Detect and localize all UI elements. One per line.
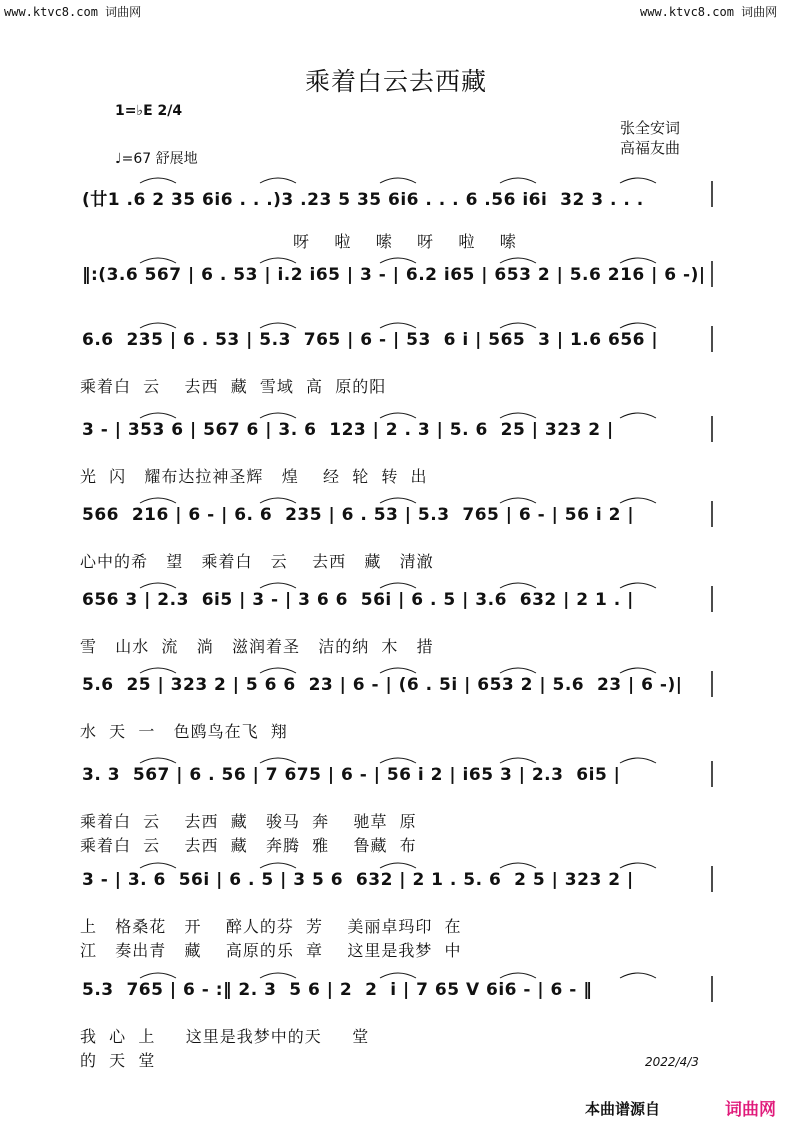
slur-mark — [260, 178, 296, 183]
slur-mark — [620, 973, 656, 978]
slur-mark — [620, 498, 656, 503]
slur-mark — [140, 413, 176, 418]
slur-mark — [260, 863, 296, 868]
composer: 高福友曲 — [620, 139, 681, 157]
slur-mark — [140, 498, 176, 503]
slur-mark — [140, 178, 176, 183]
slur-mark — [380, 758, 416, 763]
site-logo: 词曲网 — [725, 1100, 776, 1120]
slur-mark — [500, 758, 536, 763]
lyric-line: 雪 山水 流 淌 滋润着圣 洁的纳 木 措 — [80, 637, 434, 656]
notation-row: 5.3 765 | 6 - :‖ 2. 3 5 6 | 2 2 i | 7 65 V 6i6 - | 6 - ‖ — [82, 980, 593, 1000]
tempo-marking: ♩=67 舒展地 — [115, 151, 198, 167]
slur-mark — [140, 583, 176, 588]
slur-mark — [140, 973, 176, 978]
score-date: 2022/4/3 — [645, 1055, 699, 1069]
slur-mark — [260, 498, 296, 503]
key-signature: 1=♭E 2/4 — [115, 103, 183, 119]
slur-mark — [260, 413, 296, 418]
lyric-line: 乘着白 云 去西 藏 奔腾 雅 鲁藏 布 — [80, 836, 417, 855]
slur-mark — [500, 973, 536, 978]
slur-mark — [500, 258, 536, 263]
slur-mark — [260, 973, 296, 978]
slur-mark — [620, 668, 656, 673]
slur-mark — [500, 863, 536, 868]
slur-mark — [620, 178, 656, 183]
slur-mark — [380, 668, 416, 673]
slur-mark — [620, 323, 656, 328]
slur-mark — [140, 863, 176, 868]
slur-mark — [500, 583, 536, 588]
notation-row: (廿1 .6 2 35 6i6 . . .)3 .23 5 35 6i6 . . . 6 .56 i6i 32 3 . . . — [82, 190, 644, 210]
notation-row: 656 3 | 2.3 6i5 | 3 - | 3 6 6 56i | 6 . 5 | 3.6 632 | 2 1 . | — [82, 590, 634, 610]
slur-mark — [260, 668, 296, 673]
lyric-line: 水 天 一 色鸥鸟在飞 翔 — [80, 722, 288, 741]
slur-mark — [500, 668, 536, 673]
lyricist: 张全安词 — [620, 119, 681, 137]
source-label: 本曲谱源自 — [585, 1100, 661, 1118]
slur-mark — [500, 498, 536, 503]
slur-mark — [620, 583, 656, 588]
lyric-line: 呀 啦 嗦 呀 啦 嗦 — [80, 232, 517, 251]
slur-mark — [620, 758, 656, 763]
notation-row: ‖:(3.6 567 | 6 . 53 | i.2 i65 | 3 - | 6.2 i65 | 653 2 | 5.6 216 | 6 -)| — [82, 265, 706, 285]
lyric-line: 江 奏出青 藏 高原的乐 章 这里是我梦 中 — [80, 941, 462, 960]
slur-mark — [260, 758, 296, 763]
lyric-line: 上 格桑花 开 醉人的芬 芳 美丽卓玛印 在 — [80, 917, 462, 936]
slur-mark — [380, 413, 416, 418]
notation-row: 566 216 | 6 - | 6. 6 235 | 6 . 53 | 5.3 765 | 6 - | 56 i 2 | — [82, 505, 635, 525]
notation-row: 3 - | 353 6 | 567 6 | 3. 6 123 | 2 . 3 | 5. 6 25 | 323 2 | — [82, 420, 614, 440]
lyric-line: 我 心 上 这里是我梦中的天 堂 — [80, 1027, 370, 1046]
slur-mark — [500, 178, 536, 183]
slur-mark — [500, 413, 536, 418]
slur-mark — [140, 258, 176, 263]
credits — [620, 118, 680, 158]
slur-mark — [500, 323, 536, 328]
site-watermark-right: www.ktvc8.com 词曲网 — [640, 5, 778, 19]
slur-mark — [140, 758, 176, 763]
notation-row: 6.6 235 | 6 . 53 | 5.3 765 | 6 - | 53 6 i | 565 3 | 1.6 656 | — [82, 330, 659, 350]
slur-mark — [620, 258, 656, 263]
slur-mark — [380, 178, 416, 183]
site-watermark-left: www.ktvc8.com 词曲网 — [4, 5, 142, 19]
slur-mark — [620, 863, 656, 868]
slur-mark — [380, 498, 416, 503]
slur-mark — [380, 258, 416, 263]
lyric-line: 乘着白 云 去西 藏 雪域 高 原的阳 — [80, 377, 387, 396]
lyric-line: 乘着白 云 去西 藏 骏马 奔 驰草 原 — [80, 812, 417, 831]
slur-mark — [260, 323, 296, 328]
notation-row: 5.6 25 | 323 2 | 5 6 6 23 | 6 - | (6 . 5i | 653 2 | 5.6 23 | 6 -)| — [82, 675, 683, 695]
lyric-line: 的 天 堂 — [80, 1051, 156, 1070]
lyric-line: 光 闪 耀布达拉神圣辉 煌 经 轮 转 出 — [80, 467, 428, 486]
slur-mark — [380, 323, 416, 328]
slur-mark — [140, 668, 176, 673]
slur-mark — [620, 413, 656, 418]
slur-mark — [260, 258, 296, 263]
slur-mark — [380, 863, 416, 868]
song-title: 乘着白云去西藏 — [304, 67, 487, 96]
notation-row: 3. 3 567 | 6 . 56 | 7 675 | 6 - | 56 i 2 | i65 3 | 2.3 6i5 | — [82, 765, 621, 785]
notation-row: 3 - | 3. 6 56i | 6 . 5 | 3 5 6 632 | 2 1 . 5. 6 2 5 | 323 2 | — [82, 870, 634, 890]
lyric-line: 心中的希 望 乘着白 云 去西 藏 清澈 — [80, 552, 434, 571]
slur-mark — [140, 323, 176, 328]
slur-mark — [260, 583, 296, 588]
slur-mark — [380, 583, 416, 588]
slur-mark — [380, 973, 416, 978]
